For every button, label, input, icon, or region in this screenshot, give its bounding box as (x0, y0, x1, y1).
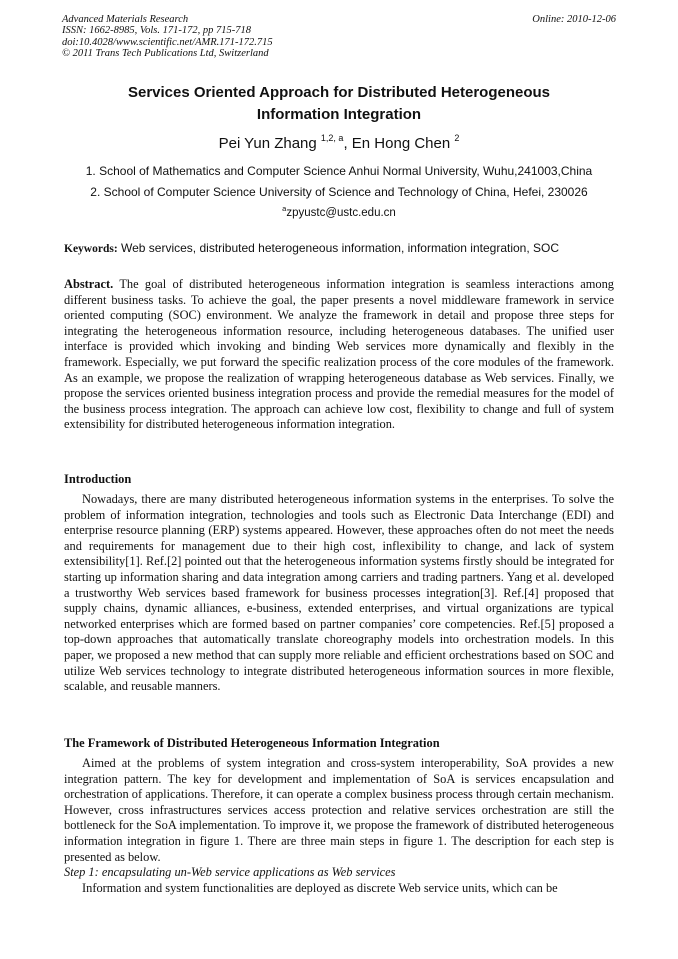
author-separator: , (343, 135, 352, 152)
abstract-label: Abstract. (64, 277, 114, 291)
copyright-line: © 2011 Trans Tech Publications Ltd, Switzerland (62, 48, 269, 60)
framework-last-line: Information and system functionalities are deployed as discrete Web service units, which can be (82, 881, 558, 895)
author-1-affiliation: 1,2, a (320, 133, 344, 143)
email-address: zpyustc@ustc.edu.cn (286, 207, 396, 219)
issn-line: ISSN: 1662-8985, Vols. 171-172, pp 715-718 (62, 25, 251, 37)
framework-heading: The Framework of Distributed Heterogeneous Information Integration (64, 736, 440, 750)
author-email (62, 205, 616, 221)
author-2: En Hong Chen (351, 135, 451, 152)
online-date: Online: 2010-12-06 (532, 14, 616, 25)
affiliation-1: 1. School of Mathematics and Computer Science Anhui Normal University, Wuhu,241003,China (85, 164, 593, 178)
abstract-text: The goal of distributed heterogeneous information integration is seamless interactions among different business tasks. To achieve the goal, the paper presents a novel middleware framework in service oriented computing (SOC) environment. We analyze the framework in detail and propose three steps for integrating the heterogeneous information resource, including heterogeneous databases. The unified user interface is provided which invoking and binding Web services more dynamically and flexibly in the framework. Especially, we put forward the specific realization process of the core modules of the framework. As an example, we propose the realization of wrapping heterogeneous database as Web services. Finally, we propose the services oriented business integration process and provide the remedial measures for the model of the business process integration. The approach can achieve low cost, flexibility to change and full of system extensibility for distributed heterogeneous information integration. (64, 277, 614, 432)
keywords (64, 240, 614, 257)
running-header (62, 14, 616, 60)
title-line-1: Services Oriented Approach for Distributed Heterogeneous (127, 84, 551, 101)
abstract (64, 277, 614, 433)
journal-name: Advanced Materials Research (62, 14, 189, 25)
affiliation-2: 2. School of Computer Science University of Science and Technology of China, Hefei, 230026 (90, 185, 588, 199)
paper-title (62, 82, 616, 126)
keywords-label: Keywords: (64, 243, 118, 255)
title-line-2: Information Integration (256, 106, 422, 123)
author-list (62, 134, 616, 154)
introduction-heading: Introduction (64, 472, 132, 486)
email-marker: a (282, 204, 287, 213)
author-1: Pei Yun Zhang (218, 135, 317, 152)
keywords-text: Web services, distributed heterogeneous information, information integration, SOC (117, 241, 560, 255)
step-1-heading: Step 1: encapsulating un-Web service applications as Web services (64, 865, 396, 879)
author-2-affiliation: 2 (454, 133, 460, 143)
doi-line: doi:10.4028/www.scientific.net/AMR.171-172.715 (62, 36, 273, 48)
introduction-paragraph: Nowadays, there are many distributed heterogeneous information systems in the enterprises. To solve the problem of information integration, technologies and tools such as Electronic Data Interchange (EDI) and enterprise resource planning (ERP) systems appeared. However, these approaches often do not meet the needs and requirements for management due to their high cost, inflexibility to change, and lack of system extensibility[1]. Ref.[2] pointed out that the heterogeneous information systems firstly should be integrated for starting up information sharing and data integration among carriers and trading partners. Yang et al. developed a trustworthy Web services based framework for business processes integration[3]. Ref.[4] proposed that supply chains, dynamic alliances, e-business, extended enterprises, and virtual organizations are typical networked enterprises which are formed based on partner companies’ core competencies. Ref.[5] proposed a top-down approaches that automatically translate choreography models into orchestration models. In this paper, we proposed a new method that can supply more reliable and efficient orchestrations based on SOC and utilize Web services technology to integrate distributed heterogeneous information sources in more flexible, scalable, and reusable manners. (64, 492, 614, 694)
framework-paragraph: Aimed at the problems of system integration and cross-system interoperability, SoA provides a new integration pattern. The key for development and implementation of SoA is services encapsulation and orchestration of applications. Therefore, it can operate a complex business process through certain mechanism. However, cross infrastructures services access protection and relative services orchestration are still the bottleneck for the SoA implementation. To improve it, we propose the framework of distributed heterogeneous information integration in figure 1. There are three main steps in figure 1. The description for each step is presented as below. (64, 756, 614, 864)
